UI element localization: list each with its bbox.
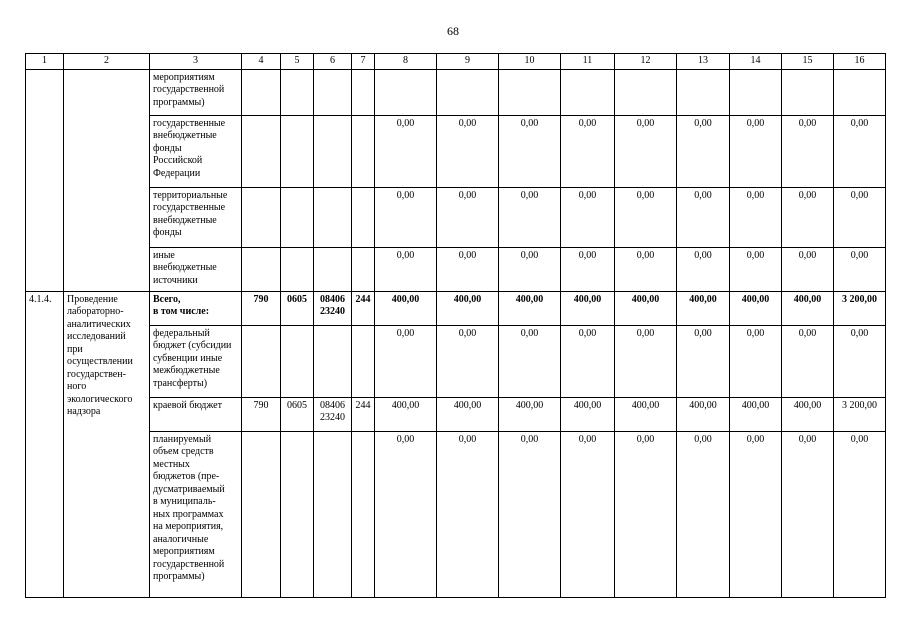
value-cell: 0,00 [499, 115, 561, 187]
value-cell: 0,00 [615, 325, 677, 397]
code-cell [242, 247, 281, 291]
value-cell: 0,00 [615, 247, 677, 291]
value-cell: 400,00 [437, 291, 499, 325]
code-grbs: 790 [242, 397, 281, 431]
code-section: 0605 [281, 397, 314, 431]
column-header: 3 [150, 54, 242, 70]
value-cell: 0,00 [375, 115, 437, 187]
value-cell: 400,00 [499, 397, 561, 431]
table-row [26, 431, 886, 597]
code-cell [314, 187, 352, 247]
value-cell: 400,00 [375, 397, 437, 431]
source-description: территориальные государственные внебюджетные фонды [150, 187, 242, 247]
value-cell: 400,00 [375, 291, 437, 325]
value-cell: 0,00 [677, 115, 730, 187]
value-cell: 3 200,00 [834, 397, 886, 431]
value-cell: 400,00 [730, 291, 782, 325]
code-target-article [314, 431, 352, 597]
code-cell [281, 187, 314, 247]
table-row [26, 291, 886, 325]
source-description: планируемый объем средств местных бюджетов (пре- дусматриваемый в муниципаль- ных программах на мероприятия, аналогичные мероприятиям государственной программы) [150, 431, 242, 597]
value-cell: 0,00 [375, 431, 437, 597]
value-cell: 0,00 [615, 187, 677, 247]
value-cell: 0,00 [375, 247, 437, 291]
code-grbs [242, 325, 281, 397]
column-header: 6 [314, 54, 352, 70]
value-cell [561, 69, 615, 115]
value-cell: 0,00 [730, 115, 782, 187]
column-header: 16 [834, 54, 886, 70]
value-cell: 0,00 [834, 247, 886, 291]
value-cell: 0,00 [615, 115, 677, 187]
value-cell: 400,00 [437, 397, 499, 431]
value-cell: 400,00 [615, 291, 677, 325]
code-section [281, 431, 314, 597]
value-cell: 0,00 [730, 325, 782, 397]
source-description: иные внебюджетные источники [150, 247, 242, 291]
value-cell: 0,00 [782, 325, 834, 397]
code-cell [352, 115, 375, 187]
item-name: Проведение лабораторно- аналитических исследований при осуществлении государствен- ного экологического надзора [64, 291, 150, 597]
code-cell [242, 115, 281, 187]
value-cell: 0,00 [437, 247, 499, 291]
column-header: 10 [499, 54, 561, 70]
code-grbs [242, 431, 281, 597]
code-target-article: 08406 23240 [314, 291, 352, 325]
value-cell [834, 69, 886, 115]
code-expense-type [352, 431, 375, 597]
value-cell: 0,00 [561, 431, 615, 597]
source-description: государственные внебюджетные фонды Российской Федерации [150, 115, 242, 187]
column-header: 13 [677, 54, 730, 70]
value-cell: 0,00 [677, 247, 730, 291]
value-cell: 400,00 [561, 397, 615, 431]
value-cell: 400,00 [782, 291, 834, 325]
table-row [26, 397, 886, 431]
value-cell: 0,00 [834, 187, 886, 247]
value-cell: 0,00 [561, 247, 615, 291]
value-cell: 0,00 [834, 431, 886, 597]
code-cell [281, 247, 314, 291]
value-cell [730, 69, 782, 115]
value-cell: 0,00 [834, 115, 886, 187]
value-cell: 0,00 [782, 247, 834, 291]
value-cell [375, 69, 437, 115]
value-cell: 0,00 [561, 325, 615, 397]
column-header: 14 [730, 54, 782, 70]
page-number: 68 [447, 24, 459, 38]
value-cell: 0,00 [375, 325, 437, 397]
code-expense-type: 244 [352, 291, 375, 325]
column-header: 15 [782, 54, 834, 70]
code-section: 0605 [281, 291, 314, 325]
code-grbs: 790 [242, 291, 281, 325]
table-row [26, 115, 886, 187]
value-cell: 0,00 [437, 431, 499, 597]
value-cell: 0,00 [561, 115, 615, 187]
value-cell: 0,00 [437, 187, 499, 247]
value-cell: 0,00 [730, 247, 782, 291]
value-cell: 0,00 [677, 431, 730, 597]
code-cell [352, 69, 375, 115]
column-header: 2 [64, 54, 150, 70]
value-cell [782, 69, 834, 115]
code-cell [314, 247, 352, 291]
value-cell: 0,00 [437, 115, 499, 187]
value-cell: 0,00 [782, 431, 834, 597]
code-cell [352, 187, 375, 247]
table-row [26, 187, 886, 247]
header-row [26, 54, 886, 70]
source-description: краевой бюджет [150, 397, 242, 431]
value-cell: 400,00 [561, 291, 615, 325]
value-cell: 0,00 [730, 187, 782, 247]
value-cell: 400,00 [730, 397, 782, 431]
code-cell [314, 115, 352, 187]
code-cell [242, 69, 281, 115]
value-cell: 0,00 [615, 431, 677, 597]
budget-table [25, 53, 886, 598]
item-number-cell [26, 69, 64, 291]
table-row [26, 69, 886, 115]
value-cell: 400,00 [677, 397, 730, 431]
source-description: мероприятиям государственной программы) [150, 69, 242, 115]
code-target-article: 08406 23240 [314, 397, 352, 431]
item-number: 4.1.4. [26, 291, 64, 597]
column-header: 1 [26, 54, 64, 70]
code-cell [314, 69, 352, 115]
code-cell [281, 115, 314, 187]
value-cell: 0,00 [375, 187, 437, 247]
code-expense-type [352, 325, 375, 397]
value-cell: 400,00 [677, 291, 730, 325]
column-header: 12 [615, 54, 677, 70]
column-header: 8 [375, 54, 437, 70]
value-cell: 0,00 [499, 431, 561, 597]
column-header: 5 [281, 54, 314, 70]
column-header: 11 [561, 54, 615, 70]
value-cell: 0,00 [730, 431, 782, 597]
code-cell [242, 187, 281, 247]
value-cell: 0,00 [561, 187, 615, 247]
value-cell: 0,00 [782, 187, 834, 247]
code-section [281, 325, 314, 397]
value-cell: 0,00 [499, 325, 561, 397]
code-expense-type: 244 [352, 397, 375, 431]
value-cell: 0,00 [499, 247, 561, 291]
source-description: федеральный бюджет (субсидии субвенции иные межбюджетные трансферты) [150, 325, 242, 397]
value-cell: 0,00 [437, 325, 499, 397]
value-cell: 0,00 [499, 187, 561, 247]
value-cell [615, 69, 677, 115]
value-cell: 0,00 [677, 325, 730, 397]
value-cell: 400,00 [499, 291, 561, 325]
value-cell [499, 69, 561, 115]
table-row [26, 325, 886, 397]
table-row [26, 247, 886, 291]
value-cell: 0,00 [677, 187, 730, 247]
source-description: Всего, в том числе: [150, 291, 242, 325]
column-header: 9 [437, 54, 499, 70]
code-cell [281, 69, 314, 115]
column-header: 4 [242, 54, 281, 70]
value-cell [437, 69, 499, 115]
value-cell: 0,00 [834, 325, 886, 397]
item-name-cell [64, 69, 150, 291]
value-cell: 400,00 [615, 397, 677, 431]
code-cell [352, 247, 375, 291]
column-header: 7 [352, 54, 375, 70]
value-cell [677, 69, 730, 115]
value-cell: 400,00 [782, 397, 834, 431]
table-body [26, 69, 886, 597]
code-target-article [314, 325, 352, 397]
value-cell: 3 200,00 [834, 291, 886, 325]
value-cell: 0,00 [782, 115, 834, 187]
